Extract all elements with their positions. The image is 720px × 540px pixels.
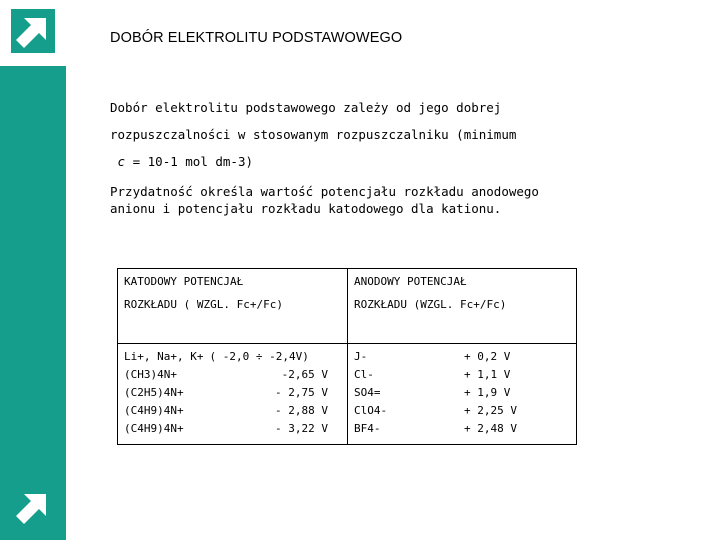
paragraph-line: anionu i potencjału rozkładu katodowego dla kationu. <box>110 201 502 216</box>
arrow-up-right-icon <box>10 484 56 530</box>
anodic-values-cell <box>348 344 577 445</box>
cathodic-row <box>124 366 342 384</box>
cation-name: Li+, Na+, K+ <box>124 350 204 363</box>
cathodic-row <box>124 384 342 402</box>
anodic-row <box>354 402 571 420</box>
anion-name: J- <box>354 350 368 363</box>
anodic-header: ANODOWY POTENCJAŁ <box>354 275 467 288</box>
cation-name: (C4H9)4N+ <box>124 422 184 435</box>
cathodic-row <box>124 348 342 366</box>
anion-name: SO4= <box>354 386 381 399</box>
cathodic-row <box>124 420 342 438</box>
sidebar-accent-bar <box>0 66 66 540</box>
anodic-potential: + 2,25 V <box>464 404 517 417</box>
anodic-potential: + 1,9 V <box>464 386 511 399</box>
anion-name: BF4- <box>354 422 381 435</box>
sidebar <box>0 0 66 540</box>
anodic-header-sub: ROZKŁADU (WZGL. Fc+/Fc) <box>354 298 507 311</box>
cathodic-potential: - 2,75 V <box>275 386 328 399</box>
anodic-potential: + 0,2 V <box>464 350 511 363</box>
cation-name: (C2H5)4N+ <box>124 386 184 399</box>
paragraph-line: rozpuszczalności w stosowanym rozpuszczalniku (minimum <box>110 127 517 142</box>
cation-name: (C4H9)4N+ <box>124 404 184 417</box>
anodic-potential: + 1,1 V <box>464 368 511 381</box>
cathodic-potential: - 2,88 V <box>275 404 328 417</box>
potential-table <box>117 268 577 445</box>
anodic-potential: + 2,48 V <box>464 422 517 435</box>
anodic-header-cell <box>348 269 577 344</box>
paragraph-line <box>110 148 650 175</box>
cathodic-row <box>124 402 342 420</box>
anodic-row <box>354 366 571 384</box>
anion-name: ClO4- <box>354 404 388 417</box>
concentration-value: = 10-1 mol dm-3) <box>125 154 253 169</box>
cathodic-potential: -2,65 V <box>281 368 328 381</box>
cathodic-header-sub: ROZKŁADU ( WZGL. Fc+/Fc) <box>124 298 283 311</box>
cathodic-header-cell <box>118 269 348 344</box>
cathodic-potential: ( -2,0 ÷ -2,4V) <box>209 350 309 363</box>
slide-title: DOBÓR ELEKTROLITU PODSTAWOWEGO <box>110 30 403 46</box>
cathodic-potential: - 3,22 V <box>275 422 328 435</box>
cathodic-values-cell <box>118 344 348 445</box>
paragraph-line: Przydatność określa wartość potencjału rozkładu anodowego <box>110 184 539 199</box>
cathodic-header: KATODOWY POTENCJAŁ <box>124 275 244 288</box>
body-text <box>110 94 650 217</box>
anodic-row <box>354 384 571 402</box>
anodic-row <box>354 420 571 438</box>
anodic-row <box>354 348 571 366</box>
paragraph-solubility <box>110 94 650 175</box>
arrow-up-right-icon <box>10 8 56 54</box>
concentration-symbol: c <box>117 154 126 169</box>
paragraph-line: Dobór elektrolitu podstawowego zależy od jego dobrej <box>110 100 502 115</box>
cation-name: (CH3)4N+ <box>124 368 177 381</box>
paragraph-usefulness <box>110 183 650 217</box>
anion-name: Cl- <box>354 368 374 381</box>
